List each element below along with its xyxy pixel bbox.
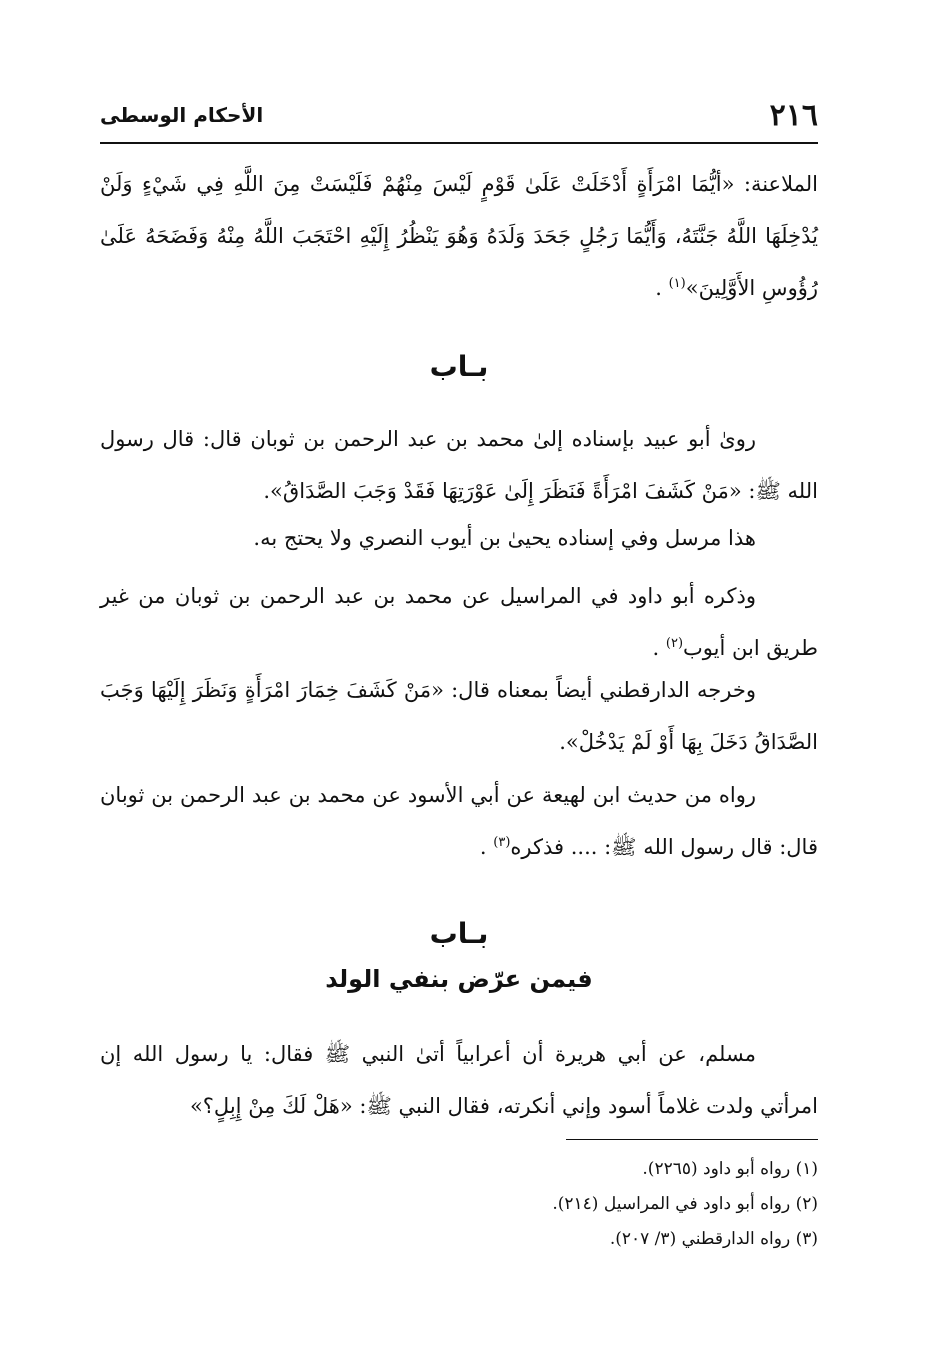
section-heading-bab-1: بـاب xyxy=(429,350,489,383)
paragraph-end: . xyxy=(652,636,660,660)
page-number: ٢١٦ xyxy=(769,97,818,133)
running-title: الأحكام الوسطى xyxy=(100,103,264,127)
footnote-item: (١) رواه أبو داود (٢٢٦٥). xyxy=(642,1159,818,1179)
header-rule xyxy=(100,142,818,144)
paragraph-mursal: هذا مرسل وفي إسناده يحيىٰ بن أيوب النصري ولا يحتج به. xyxy=(253,526,756,550)
page-header xyxy=(100,95,818,135)
paragraph-abu-ubaid: رویٰ أبو عبيد بإسناده إلىٰ محمد بن عبد الرحمن بن ثوبان قال: قال رسول الله ﷺ: «مَنْ كَشَفَ امْرَأَةً فَنَظَرَ إِلَىٰ عَوْرَتِهَا فَقَدْ وَجَبَ الصَّدَاقُ». xyxy=(100,427,818,503)
paragraph-muslim: مسلم، عن أبي هريرة أن أعرابياً أتىٰ النبي ﷺ فقال: يا رسول الله إن امرأتي ولدت غلاماً أسود وإني أنكرته، فقال النبي ﷺ: «هَلْ لَكَ مِنْ إِبِلٍ؟» xyxy=(100,1042,818,1118)
paragraph-daraqutni: وخرجه الدارقطني أيضاً بمعناه قال: «مَنْ كَشَفَ خِمَارَ امْرَأَةٍ وَنَظَرَ إِلَيْهَا وَجَبَ الصَّدَاقُ دَخَلَ بِهَا أَوْ لَمْ يَدْخُلْ». xyxy=(100,678,818,754)
paragraph-text: رواه من حديث ابن لهيعة عن أبي الأسود عن محمد بن عبد الرحمن بن ثوبان قال: قال رسول الله ﷺ: .... فذكره xyxy=(100,783,818,859)
section-heading-bab-2: بـاب xyxy=(429,917,489,950)
paragraph-end: . xyxy=(479,835,487,859)
footnote-ref: (٣) xyxy=(493,835,511,850)
footnotes-list xyxy=(100,1152,818,1257)
paragraph-lian-hadith xyxy=(100,158,818,314)
paragraph-abu-dawud xyxy=(100,570,818,674)
section-subtitle: فيمن عرّض بنفي الولد xyxy=(325,965,593,993)
paragraph-text: وذكره أبو داود في المراسيل عن محمد بن عبد الرحمن بن ثوبان من غير طريق ابن أيوب xyxy=(100,584,818,660)
paragraph-ibn-lahia xyxy=(100,769,818,873)
footnote-ref: (١) xyxy=(668,276,686,291)
footnote-item: (٢) رواه أبو داود في المراسيل (٢١٤). xyxy=(552,1194,818,1214)
footnote-ref: (٢) xyxy=(665,636,684,651)
paragraph-end: . xyxy=(655,276,662,300)
paragraph-text: الملاعنة: «أيُّمَا امْرَأَةٍ أَدْخَلَتْ عَلَىٰ قَوْمٍ لَيْسَ مِنْهُمْ فَلَيْسَتْ مِنَ اللَّهِ فِي شَيْءٍ وَلَنْ يُدْخِلَهَا اللَّهُ جَنَّتَهُ، وَأَيُّمَا رَجُلٍ جَحَدَ وَلَدَهُ وَهُوَ يَنْظُرُ إِلَيْهِ احْتَجَبَ اللَّهُ مِنْهُ وَفَضَحَهُ عَلَىٰ رُؤُوسِ الأَوَّلِينَ» xyxy=(100,172,818,300)
footnote-rule xyxy=(566,1139,818,1140)
footnote-item: (٣) رواه الدارقطني (٣/ ٢٠٧). xyxy=(609,1229,818,1249)
